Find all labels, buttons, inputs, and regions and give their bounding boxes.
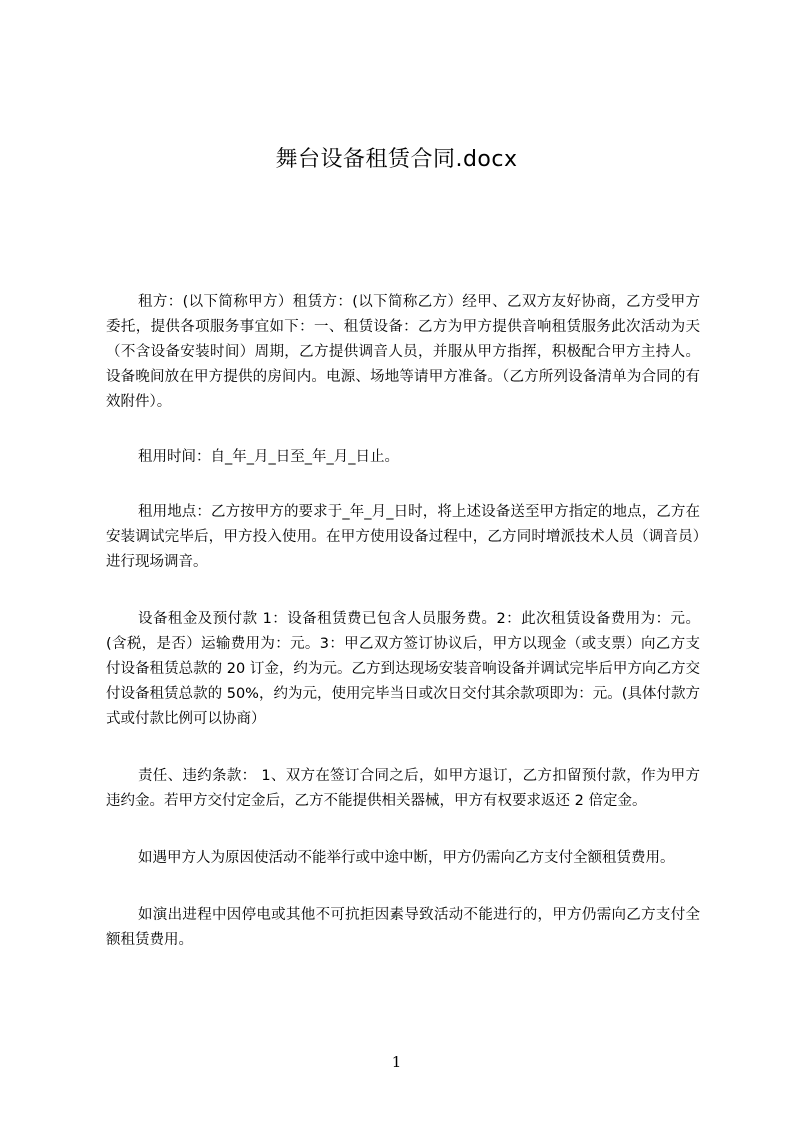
paragraph-rental-location: 租用地点：乙方按甲方的要求于_年_月_日时，将上述设备送至甲方指定的地点，乙方在安装调试完毕后，甲方投入使用。在甲方使用设备过程中，乙方同时增派技术人员（调音员）进行现场调音。 xyxy=(106,504,700,570)
document-title: 舞台设备租赁合同.docx xyxy=(275,147,518,172)
paragraph-cancellation: 如遇甲方人为原因使活动不能举行或中途中断，甲方仍需向乙方支付全额租赁费用。 xyxy=(138,850,675,866)
paragraph-liability: 责任、违约条款： 1、双方在签订合同之后，如甲方退订，乙方扣留预付款，作为甲方违约金。若甲方交付定金后，乙方不能提供相关器械，甲方有权要求返还 2 倍定金。 xyxy=(106,768,700,809)
paragraph-intro: 租方：(以下简称甲方）租赁方：(以下简称乙方）经甲、乙双方友好协商，乙方受甲方委托，提供各项服务事宜如下：一、租赁设备：乙方为甲方提供音响租赁服务此次活动为天（不含设备安装时间）周期，乙方提供调音人员，并服从甲方指挥，积极配合甲方主持人。设备晚间放在甲方提供的房间内。电源、场地等请甲方准备。（乙方所列设备清单为合同的有效附件）。 xyxy=(106,294,700,410)
document-body xyxy=(106,290,700,985)
page-number: 1 xyxy=(391,1053,402,1071)
paragraph-rental-time: 租用时间：自_年_月_日至_年_月_日止。 xyxy=(138,449,399,465)
paragraph-rent-and-deposit: 设备租金及预付款 1：设备租赁费已包含人员服务费。2：此次租赁设备费用为：元。(含税，是否）运输费用为：元。3：甲乙双方签订协议后，甲方以现金（或支票）向乙方支付设备租赁总款的 20 订金，约为元。乙方到达现场安装音响设备并调试完毕后甲方向乙方交付设备租赁总款的 50%，约为元，使用完毕当日或次日交付其余款项即为：元。(具体付款方式或付款比例可以协商） xyxy=(106,611,700,727)
paragraph-force-majeure: 如演出进程中因停电或其他不可抗拒因素导致活动不能进行的，甲方仍需向乙方支付全额租赁费用。 xyxy=(106,907,700,948)
